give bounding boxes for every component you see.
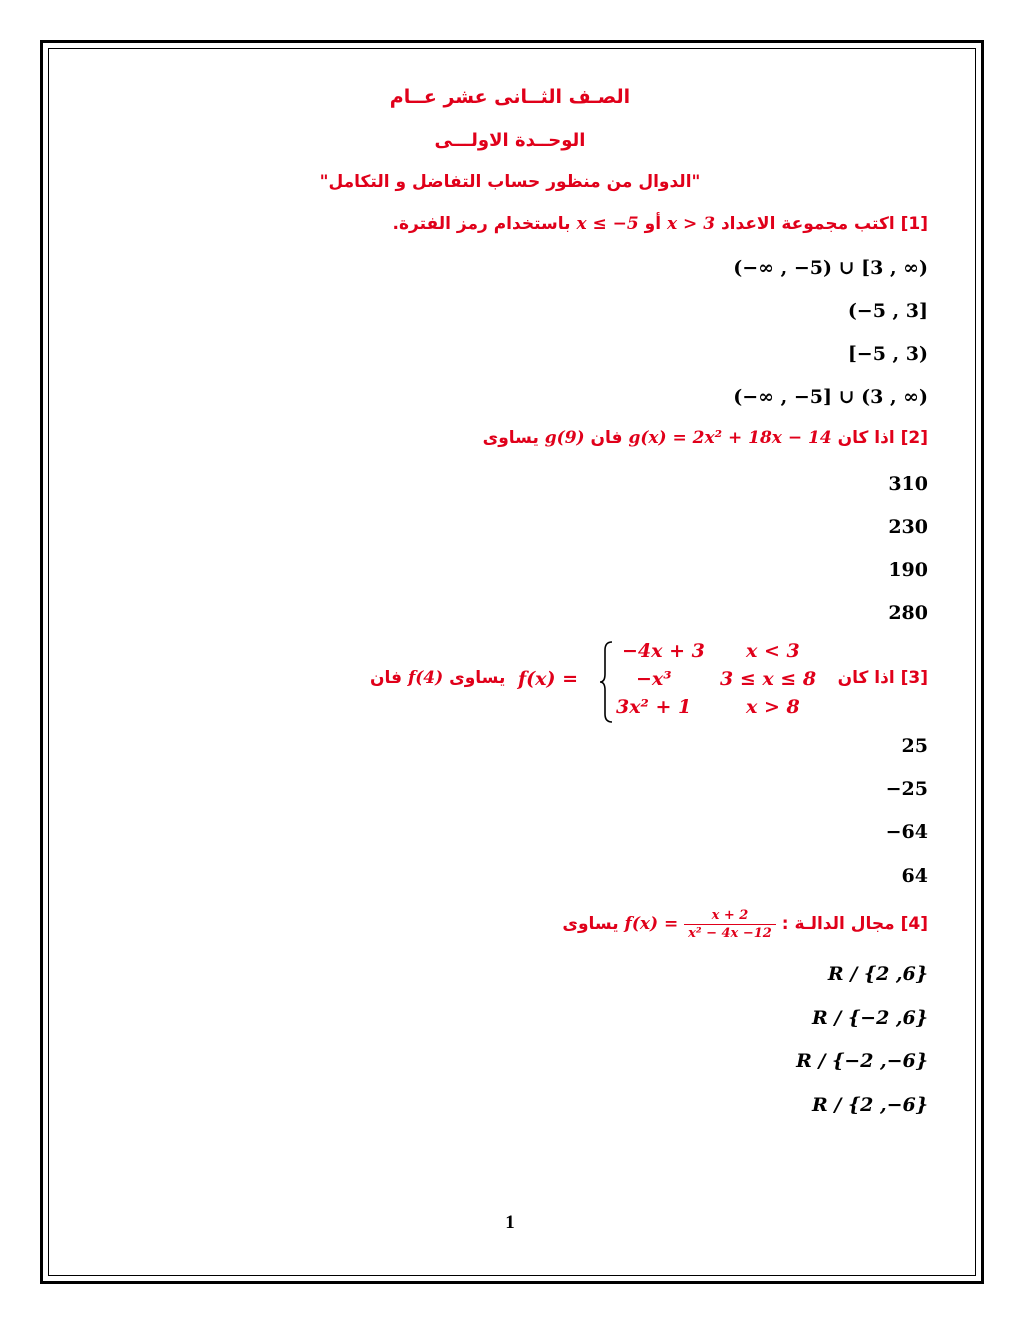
page-number: 1	[505, 1212, 515, 1233]
piecewise-brace	[598, 640, 614, 724]
q3-option-4: 64	[901, 865, 928, 887]
q2-option-2: 230	[888, 516, 928, 538]
piecewise-lhs: f(x) =	[518, 668, 579, 690]
q4-option-4: R / {2 ,−6}	[812, 1094, 928, 1116]
case-1-cond: x < 3	[746, 640, 800, 662]
question-3: [3] اذا كان x < 3 3 ≤ x ≤ 8 x > 8 −4x + 3 −x³ 3x² + 1 f(x) = يساوى f(4) فان	[368, 640, 928, 724]
q3-option-1: 25	[901, 735, 928, 757]
unit-heading: الوحــدة الاولـــى	[434, 130, 586, 151]
q2-option-3: 190	[888, 559, 928, 581]
domain-fraction: $\frac{x + 2}{\text{x² − 4x −12}}$	[684, 908, 776, 941]
question-2: [2] اذا كان g(x) = 2x² + 18x − 14 فان g(9) يساوى	[482, 428, 928, 448]
q1-option-1: (−∞ , −5) ∪ [3 , ∞)	[733, 257, 928, 279]
q4-option-1: R / {2 ,6}	[827, 963, 928, 985]
question-1: [1] اكتب مجموعة الاعداد x > 3 أو x ≤ −5 باستخدام رمز الفترة.	[392, 214, 928, 234]
case-1-expr: −4x + 3	[622, 640, 705, 662]
q4-option-3: R / {−2 ,−6}	[796, 1050, 928, 1072]
q1-option-4: (−∞ , −5] ∪ (3 , ∞)	[733, 386, 928, 408]
q3-option-2: −25	[885, 778, 928, 800]
grade-heading: الصـف الثــانى عشر عــام	[389, 86, 631, 108]
case-2-cond: 3 ≤ x ≤ 8	[720, 668, 817, 690]
q4-option-2: R / {−2 ,6}	[812, 1007, 928, 1029]
case-3-cond: x > 8	[746, 696, 800, 718]
q1-option-3: [−5 , 3)	[847, 343, 928, 365]
case-2-expr: −x³	[636, 668, 672, 690]
case-3-expr: 3x² + 1	[616, 696, 692, 718]
topic-heading: "الدوال من منظور حساب التفاضل و التكامل"	[319, 172, 701, 192]
q2-option-1: 310	[888, 473, 928, 495]
question-4: [4] مجال الدالـة : f(x) = $\frac{x + 2}{\text{x² − 4x −12}}$ يساوى	[562, 908, 928, 941]
q3-option-3: −64	[885, 821, 928, 843]
q1-option-2: (−5 , 3]	[847, 300, 928, 322]
q2-option-4: 280	[888, 602, 928, 624]
